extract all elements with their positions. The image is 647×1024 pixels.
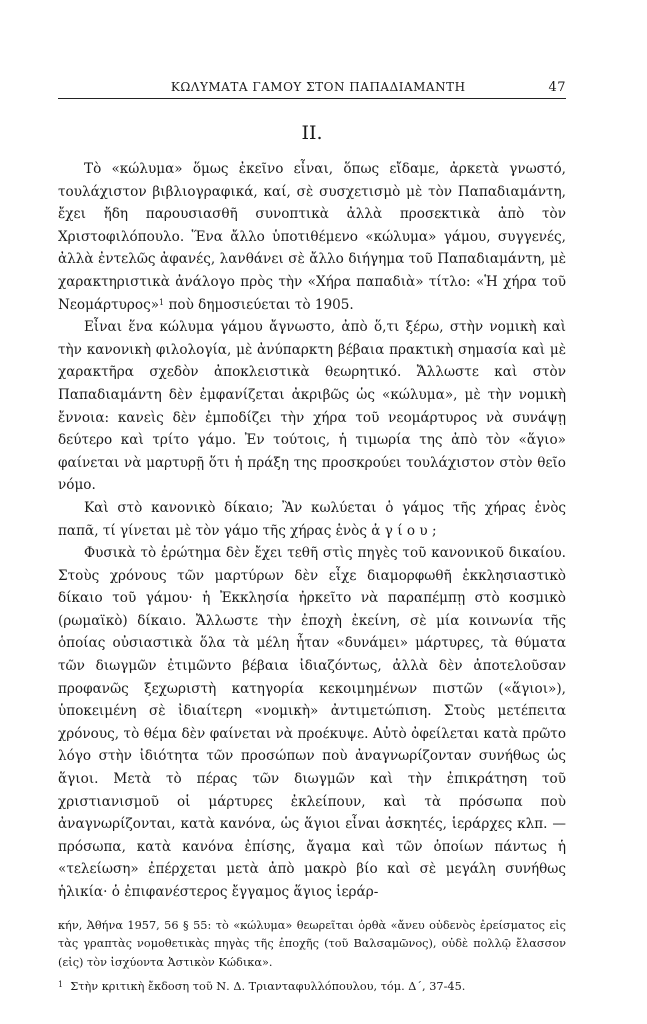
paragraph-1-tail: ποὺ δημοσιεύεται τὸ 1905. bbox=[168, 296, 354, 313]
running-header bbox=[58, 80, 566, 99]
running-title: ΚΩΛΥΜΑΤΑ ΓΑΜΟΥ ΣΤΟΝ ΠΑΠΑΔΙΑΜΑΝΤΗ bbox=[170, 80, 466, 94]
footnotes bbox=[58, 917, 566, 997]
paragraph-3: Καὶ στὸ κανονικὸ δίκαιο; Ἂν κωλύεται ὁ γάμος τῆς χήρας ἑνὸς παπᾶ, τί γίνεται μὲ τὸν γάμο τῆς χήρας ἑνὸς ἁ γ ί ο υ ; bbox=[58, 499, 566, 539]
paragraph-1 bbox=[58, 158, 566, 316]
page-number: 47 bbox=[548, 80, 566, 95]
footnote-continuation: κήν, Ἀθήνα 1957, 56 § 55: τὸ «κώλυμα» θεωρεῖται ὀρθὰ «ἄνευ οὐδενὸς ἐρείσματος εἰς τὰς γραπτὰς νομοθετικὰς πηγὰς τῆς ἐποχῆς (τοῦ Βαλσαμῶνος), οὐδὲ πολλῷ ἔλασσον (εἰς) τὸν ἰσχύοντα Ἀστικὸν Κώδικα». bbox=[58, 918, 566, 969]
paragraph-4: Φυσικὰ τὸ ἐρώτημα δὲν ἔχει τεθῆ στὶς πηγὲς τοῦ κανονικοῦ δικαίου. Στοὺς χρόνους τῶν μαρτύρων δὲν εἶχε διαμορφωθῆ ἐκκλησιαστικὸ δίκαιο τοῦ γάμου· ἡ Ἐκκλησία ἠρκεῖτο νὰ παραπέμπῃ στὸ κοσμικὸ (ρωμαϊκὸ) δίκαιο. Ἄλλωστε τὴν ἐποχὴ ἐκείνη, σὲ μία κοινωνία τῆς ὁποίας οὐσιαστικὰ ὅλα τὰ μέλη ἦταν «δυνάμει» μάρτυρες, τὰ θύματα τῶν διωγμῶν ἐτιμῶντο βέβαια ἰδιαζόντως, ἀλλὰ δὲν ἀποτελοῦσαν προφανῶς ξεχωριστὴ κατηγορία κεκοιμημένων πιστῶν («ἅγιοι»), ὑποκειμένη σὲ ἰδιαίτερη «νομικὴ» ἀντιμετώπιση. Στοὺς μετέπειτα χρόνους, τὸ θέμα δὲν φαίνεται νὰ προέκυψε. Αὐτὸ ὀφείλεται κατὰ πρῶτο λόγο στὴν ἰδιότητα τῶν προσώπων ποὺ ἀναγνωρίζονταν συνήθως ὡς ἅγιοι. Μετὰ τὸ πέρας τῶν διωγμῶν καὶ τὴν ἐπικράτηση τοῦ χριστιανισμοῦ οἱ μάρτυρες ἐκλείπουν, καὶ τὰ πρόσωπα ποὺ ἀναγνωρίζονται, κατὰ κανόνα, ὡς ἅγιοι εἶναι ἀσκητές, ἱεράρχες κλπ. —πρόσωπα, κατὰ κανόνα ἐπίσης, ἄγαμα καὶ τῶν ὁποίων πάντως ἡ «τελείωση» ἐπέρχεται μετὰ ἀπὸ μακρὸ βίο καὶ σὲ μεγάλη συνήθως ἡλικία· ὁ ἐπιφανέστερος ἔγγαμος ἅγιος ἱεράρ- bbox=[58, 545, 566, 900]
footnote-reference: 1 bbox=[159, 297, 165, 307]
section-heading: II. bbox=[301, 122, 323, 144]
book-page bbox=[58, 80, 566, 997]
body-text bbox=[58, 158, 566, 904]
paragraph-2: Εἶναι ἕνα κώλυμα γάμου ἄγνωστο, ἀπὸ ὅ,τι ξέρω, στὴν νομικὴ καὶ τὴν κανονικὴ φιλολογία, μὲ ἀνύπαρκτη βέβαια πρακτικὴ σημασία καὶ μὲ χαρακτῆρα σχεδὸν ἀποκλειστικὰ θεωρητικό. Ἄλλωστε καὶ στὸν Παπαδιαμάντη δὲν ἐμφανίζεται ἀκριβῶς ὡς «κώλυμα», μὲ τὴν νομικὴ ἔννοια: κανεὶς δὲν ἐμποδίζει τὴν χήρα τοῦ νεομάρτυρος νὰ συνάψῃ δεύτερο καὶ τρίτο γάμο. Ἐν τούτοις, ἡ τιμωρία της ἀπὸ τὸν «ἅγιο» φαίνεται νὰ μαρτυρῇ ὅτι ἡ πράξη της προσκρούει τουλάχιστον στὸν θεῖο νόμο. bbox=[58, 319, 566, 494]
paragraph-1-text: Τὸ «κώλυμα» ὅμως ἐκεῖνο εἶναι, ὅπως εἴδαμε, ἀρκετὰ γνωστό, τουλάχιστον βιβλιογραφικά, καί, σὲ συσχετισμὸ μὲ τὸν Παπαδιαμάντη, ἔχει ἤδη παρουσιασθῆ συνοπτικὰ ἀλλὰ προσεκτικὰ ἀπὸ τὸν Χριστοφιλόπουλο. Ἕνα ἄλλο ὑποτιθέμενο «κώλυμα» γάμου, συγγενές, ἀλλὰ ἐντελῶς ἀφανές, λανθάνει σὲ ἄλλο διήγημα τοῦ Παπαδιαμάντη, μὲ χαρακτηριστικὰ ἀνάλογο πρὸς τὴν «Χήρα παπαδιὰ» τίτλο: «Ἡ χήρα τοῦ Νεομάρτυρος» bbox=[58, 161, 566, 313]
footnote-1 bbox=[58, 978, 566, 997]
footnote-1-text: Στὴν κριτικὴ ἔκδοση τοῦ Ν. Δ. Τριανταφυλλόπουλου, τόμ. Δ΄, 37-45. bbox=[70, 980, 466, 994]
footnote-1-mark: 1 bbox=[58, 980, 64, 990]
